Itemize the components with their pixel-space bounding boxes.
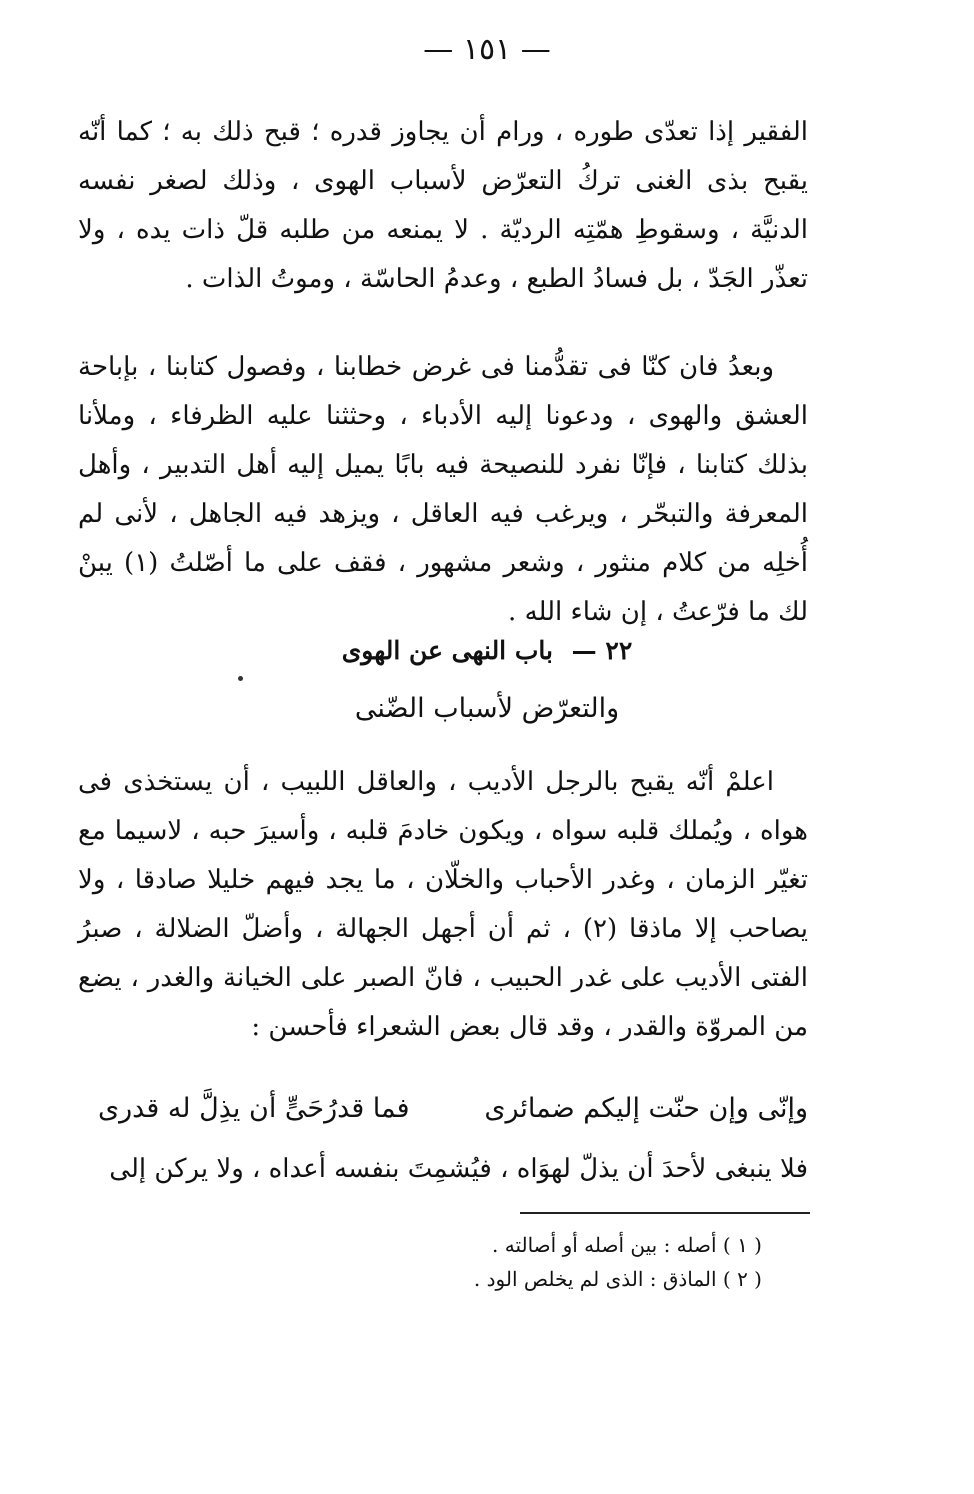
section-heading (0, 636, 974, 665)
footnotes (162, 1228, 762, 1296)
verse-second-hemistich: فما قدرُحَىٍّ أن يذِلَّ له قدرى (98, 1093, 410, 1124)
paragraph-introduction: وبعدُ فان كنّا فى تقدُّمنا فى غرض خطابنا ، وفصول كتابنا ، بإباحة العشق والهوى ، ودعونا إليه الأدباء ، وحثثنا عليه الظرفاء ، وملأنا بذلك كتابنا ، فإنّا نفرد للنصيحة فيه بابًا يميل إليه أهل التدبير ، وأهل المعرفة والتبحّر ، ويرغب فيه العاقل ، ويزهد فيه الجاهل ، لأنى لم أُخلِه من كلام منثور ، وشعر مشهور ، فقف على ما أصّلتُ (١) يبنْ لك ما فرّعتُ ، إن شاء الله . (78, 352, 808, 627)
section-number: ٢٢ — (571, 636, 633, 665)
page-number: — ١٥١ — (423, 32, 551, 67)
paragraph-section-body: اعلمْ أنّه يقبح بالرجل الأديب ، والعاقل اللبيب ، أن يستخذى فى هواه ، ويُملك قلبه سواه ، ويكون خادمَ قلبه ، وأسيرَ حبه ، لاسيما مع تغيّر الزمان ، وغدر الأحباب والخلّان ، ما يجد فيهم خليلا صادقا ، ولا يصاحب إلا ماذقا (٢) ، ثم أن أجهل الجهالة ، وأضلّ الضلالة ، صبرُ الفتى الأديب على غدر الحبيب ، فانّ الصبر على الخيانة والغدر ، يضع من المروّة والقدر ، وقد قال بعض الشعراء فأحسن : (78, 767, 809, 1042)
ink-speck (238, 676, 243, 681)
section-subtitle: والتعرّض لأسباب الضّنى (354, 693, 620, 724)
paragraph-opening: الفقير إذا تعدّى طوره ، ورام أن يجاوز قدره ؛ قبح ذلك به ؛ كما أنّه يقبح بذى الغنى تركُ التعرّض لأسباب الهوى ، وذلك لصغر نفسه الدنيَّة ، وسقوطِ همّتِه الرديّة . لا يمنعه من طلبه قلّ ذات يده ، ولا تعذّر الجَدّ ، بل فسادُ الطبع ، وعدمُ الحاسّة ، وموتُ الذات . (78, 117, 808, 294)
section-title: باب النهى عن الهوى (341, 636, 553, 665)
footnote-divider (520, 1212, 810, 1214)
verse-first-hemistich: وإنّى وإن حنّت إليكم ضمائرى (484, 1093, 808, 1124)
footnote-1: ( ١ ) أصله : بين أصله أو أصالته . (492, 1233, 762, 1257)
paragraph-closing-line: فلا ينبغى لأحدَ أن يذلّ لهوَاه ، فيُشمِتَ بنفسه أعداه ، ولا يركن إلى (109, 1154, 808, 1184)
footnote-2: ( ٢ ) الماذق : الذى لم يخلص الود . (473, 1267, 762, 1291)
poetry-verse (78, 1093, 808, 1143)
